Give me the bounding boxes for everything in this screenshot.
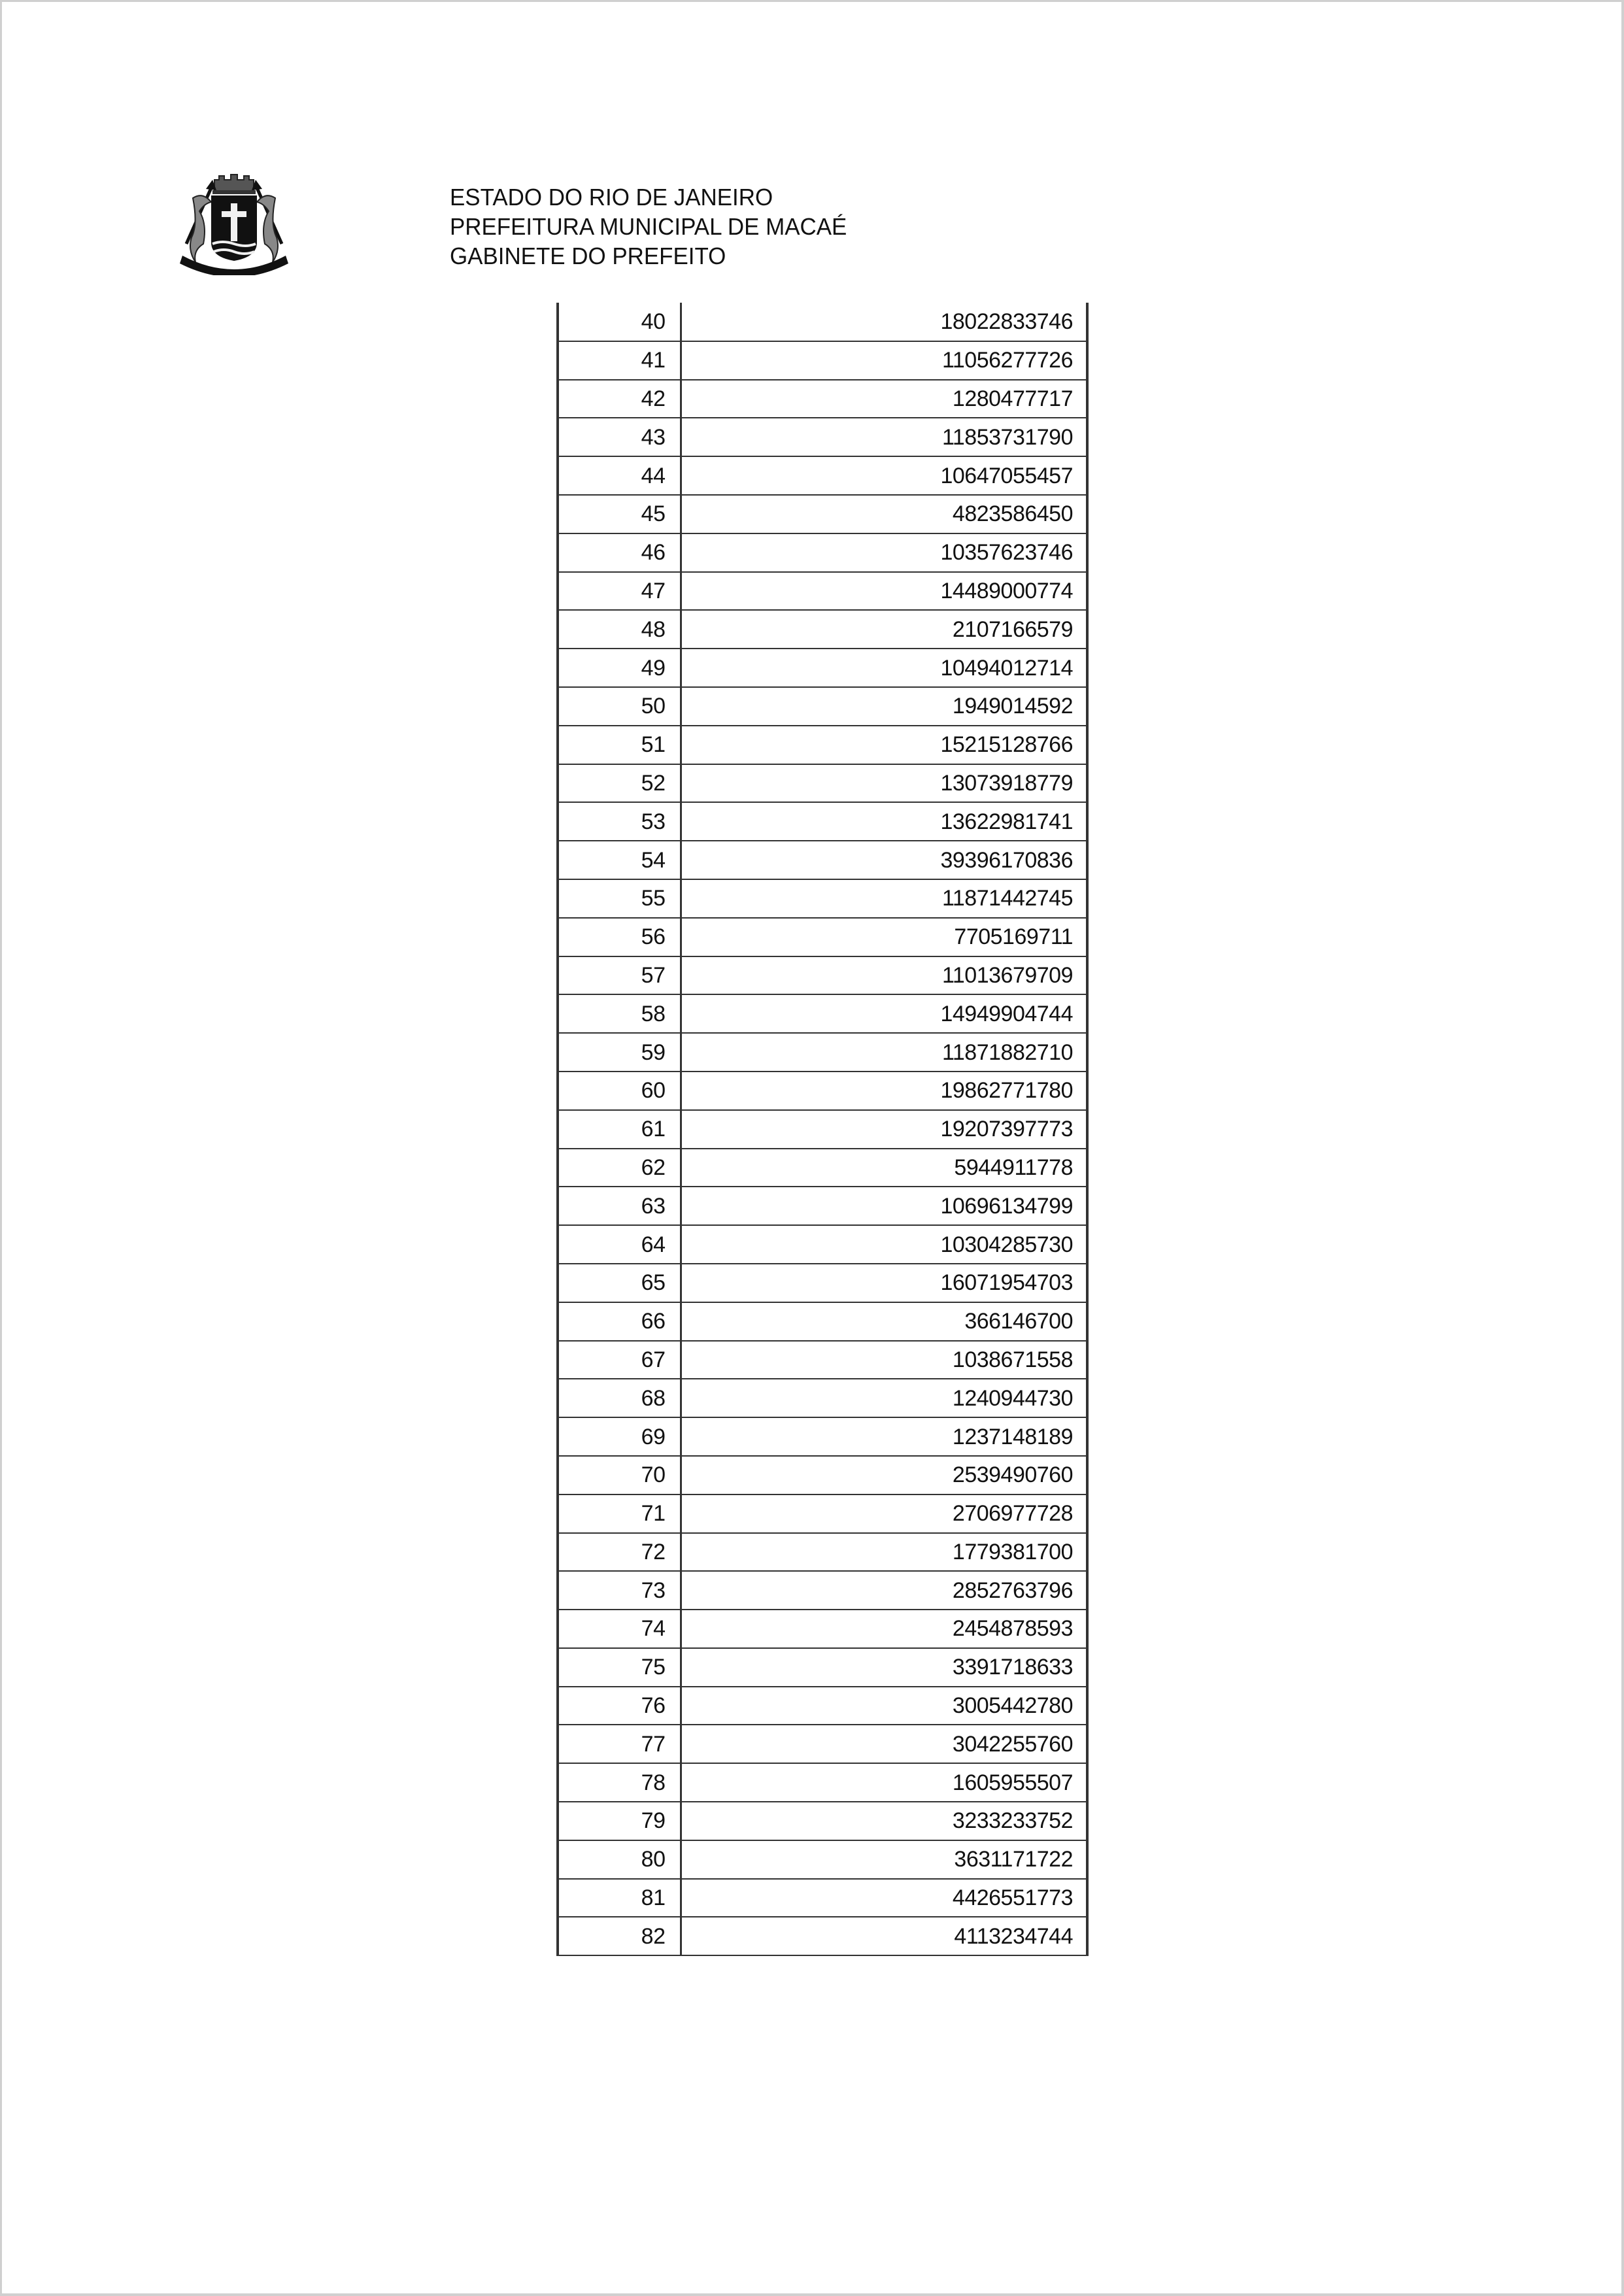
value-cell: 10696134799 [681,1187,1087,1225]
table-row [558,956,1087,995]
table-row [558,610,1087,649]
table-row [558,1341,1087,1379]
table-row [558,1917,1087,1955]
row-number-cell: 51 [558,726,681,764]
row-number-cell: 64 [558,1225,681,1264]
table-row [558,841,1087,879]
value-cell: 11871442745 [681,879,1087,918]
value-cell: 4426551773 [681,1879,1087,1917]
table-row [558,1763,1087,1802]
value-cell: 2539490760 [681,1456,1087,1494]
value-cell: 11853731790 [681,418,1087,456]
table-row [558,1494,1087,1533]
table-row [558,764,1087,803]
row-number-cell: 71 [558,1494,681,1533]
value-cell: 5944911778 [681,1149,1087,1187]
value-cell: 1779381700 [681,1533,1087,1572]
row-number-cell: 40 [558,303,681,341]
row-number-cell: 66 [558,1302,681,1341]
table-row [558,918,1087,956]
letterhead-office: GABINETE DO PREFEITO [450,243,726,269]
value-cell: 19862771780 [681,1072,1087,1110]
row-number-cell: 53 [558,802,681,841]
row-number-cell: 43 [558,418,681,456]
table-row [558,1149,1087,1187]
row-number-cell: 72 [558,1533,681,1572]
row-number-cell: 61 [558,1110,681,1149]
row-number-cell: 79 [558,1802,681,1840]
value-cell: 18022833746 [681,303,1087,341]
value-cell: 4823586450 [681,495,1087,533]
row-number-cell: 68 [558,1379,681,1417]
table-row [558,1417,1087,1456]
table-row [558,1033,1087,1072]
table-row [558,341,1087,380]
row-number-cell: 70 [558,1456,681,1494]
row-number-cell: 54 [558,841,681,879]
table-row [558,802,1087,841]
row-number-cell: 62 [558,1149,681,1187]
value-cell: 7705169711 [681,918,1087,956]
row-number-cell: 78 [558,1763,681,1802]
row-number-cell: 52 [558,764,681,803]
row-number-cell: 45 [558,495,681,533]
table-row [558,1840,1087,1879]
letterhead-state: ESTADO DO RIO DE JANEIRO [450,184,773,211]
value-cell: 1237148189 [681,1417,1087,1456]
letterhead [450,182,859,271]
value-cell: 14489000774 [681,572,1087,611]
value-cell: 3233233752 [681,1802,1087,1840]
row-number-cell: 41 [558,341,681,380]
value-cell: 2852763796 [681,1571,1087,1610]
table-row [558,1802,1087,1840]
row-number-cell: 48 [558,610,681,649]
table-row [558,1571,1087,1610]
row-number-cell: 42 [558,380,681,418]
row-number-cell: 77 [558,1725,681,1763]
value-cell: 39396170836 [681,841,1087,879]
table-row [558,1379,1087,1417]
row-number-cell: 56 [558,918,681,956]
table-row [558,1302,1087,1341]
value-cell: 2454878593 [681,1610,1087,1648]
value-cell: 11056277726 [681,341,1087,380]
value-cell: 16071954703 [681,1264,1087,1302]
row-number-cell: 82 [558,1917,681,1955]
row-number-cell: 58 [558,994,681,1033]
value-cell: 13073918779 [681,764,1087,803]
row-number-cell: 50 [558,687,681,726]
row-number-cell: 63 [558,1187,681,1225]
table-row [558,687,1087,726]
value-cell: 3005442780 [681,1687,1087,1725]
value-cell: 1280477717 [681,380,1087,418]
row-number-cell: 76 [558,1687,681,1725]
row-number-cell: 46 [558,533,681,572]
table-row [558,649,1087,687]
row-number-cell: 59 [558,1033,681,1072]
value-cell: 1605955507 [681,1763,1087,1802]
value-cell: 2706977728 [681,1494,1087,1533]
table-row [558,1072,1087,1110]
value-cell: 4113234744 [681,1917,1087,1955]
table-row [558,1533,1087,1572]
row-number-cell: 49 [558,649,681,687]
table-row [558,495,1087,533]
value-cell: 11871882710 [681,1033,1087,1072]
value-cell: 3042255760 [681,1725,1087,1763]
table-row [558,1456,1087,1494]
table-row [558,1687,1087,1725]
row-number-cell: 55 [558,879,681,918]
value-cell: 11013679709 [681,956,1087,995]
value-cell: 14949904744 [681,994,1087,1033]
coat-of-arms-icon [173,165,295,275]
row-number-cell: 75 [558,1648,681,1687]
value-cell: 13622981741 [681,802,1087,841]
table-row [558,994,1087,1033]
table-row [558,1610,1087,1648]
value-cell: 1038671558 [681,1341,1087,1379]
table-row [558,303,1087,341]
table-row [558,572,1087,611]
table-row [558,726,1087,764]
row-number-cell: 57 [558,956,681,995]
table-row [558,533,1087,572]
table-row [558,456,1087,495]
row-number-cell: 73 [558,1571,681,1610]
value-cell: 10494012714 [681,649,1087,687]
table-row [558,380,1087,418]
table-row [558,1264,1087,1302]
value-cell: 3631171722 [681,1840,1087,1879]
value-cell: 1949014592 [681,687,1087,726]
row-number-cell: 60 [558,1072,681,1110]
row-number-cell: 81 [558,1879,681,1917]
row-number-cell: 65 [558,1264,681,1302]
value-cell: 10357623746 [681,533,1087,572]
value-cell: 10304285730 [681,1225,1087,1264]
letterhead-municipality: PREFEITURA MUNICIPAL DE MACAÉ [450,213,847,240]
table-row [558,1187,1087,1225]
table-row [558,1648,1087,1687]
table-row [558,879,1087,918]
value-cell: 15215128766 [681,726,1087,764]
row-number-cell: 67 [558,1341,681,1379]
value-cell: 10647055457 [681,456,1087,495]
table-row [558,1110,1087,1149]
table-row [558,1879,1087,1917]
value-cell: 3391718633 [681,1648,1087,1687]
table-row [558,418,1087,456]
row-number-cell: 74 [558,1610,681,1648]
value-cell: 2107166579 [681,610,1087,649]
value-cell: 1240944730 [681,1379,1087,1417]
row-number-cell: 80 [558,1840,681,1879]
value-cell: 19207397773 [681,1110,1087,1149]
row-number-cell: 69 [558,1417,681,1456]
table-row [558,1725,1087,1763]
value-cell: 366146700 [681,1302,1087,1341]
data-table [556,303,1089,1956]
row-number-cell: 47 [558,572,681,611]
row-number-cell: 44 [558,456,681,495]
table-row [558,1225,1087,1264]
